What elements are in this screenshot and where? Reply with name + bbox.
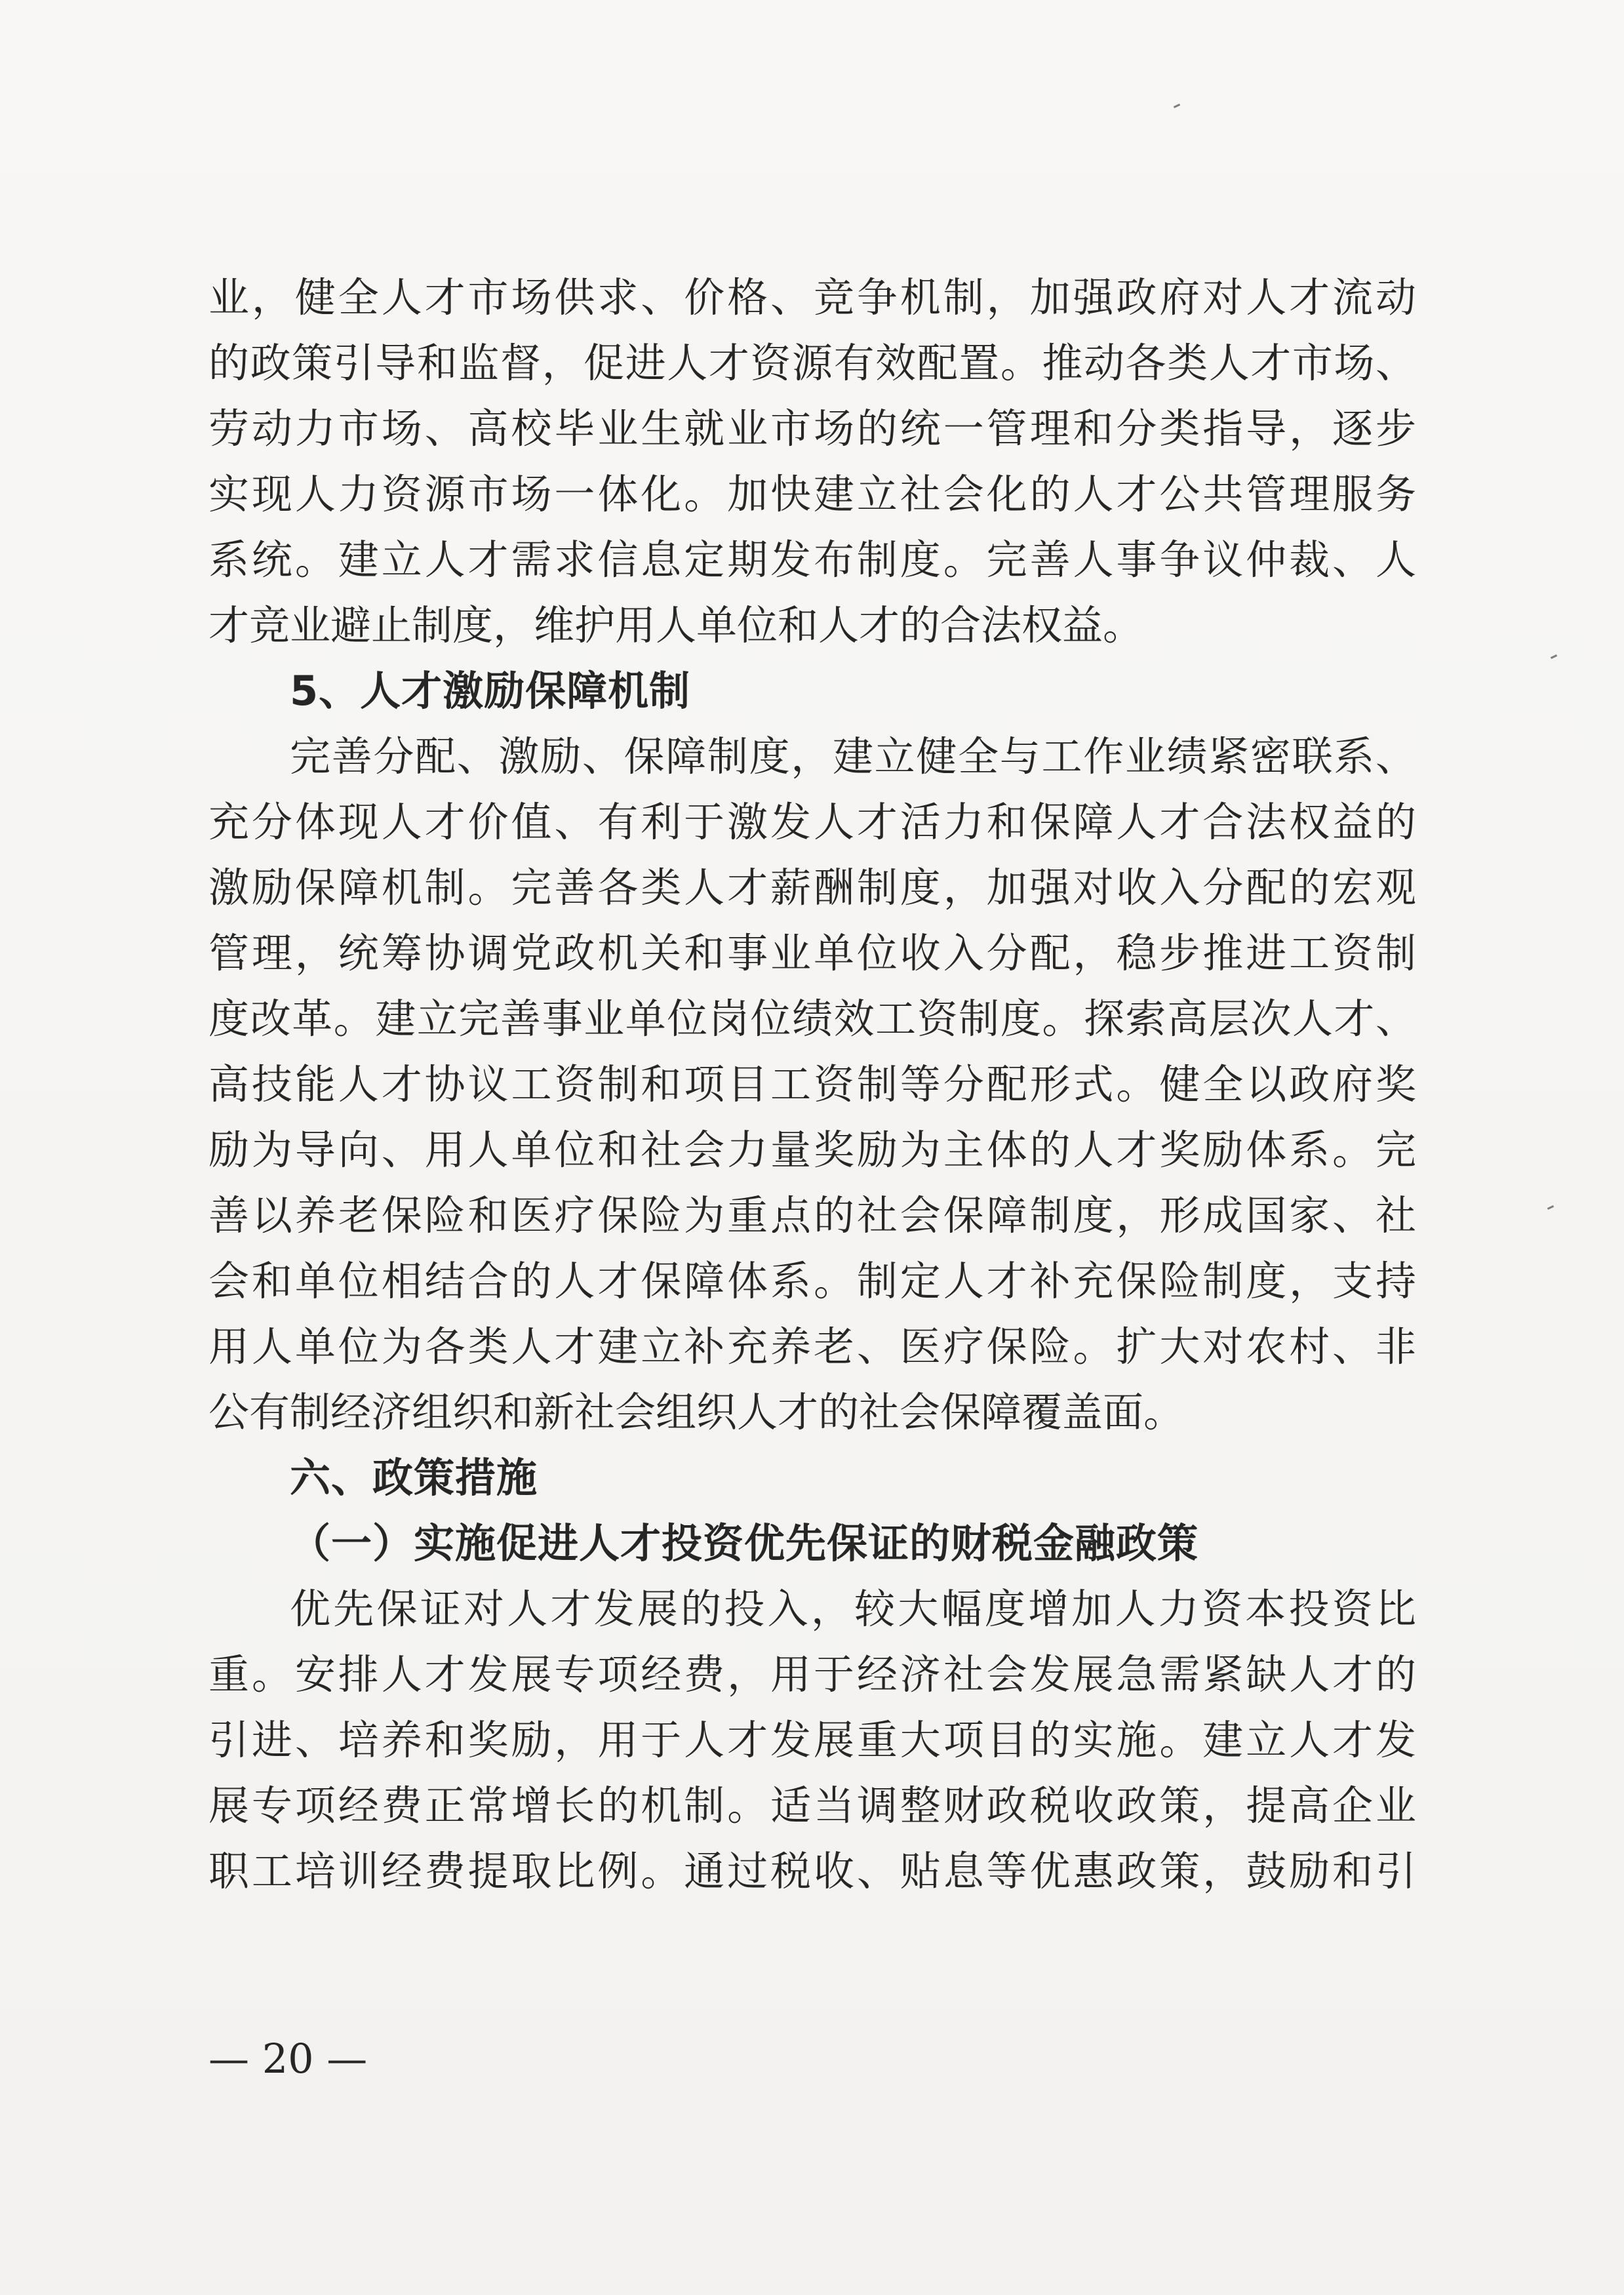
paragraph-line: 用人单位为各类人才建立补充养老、医疗保险。扩大对农村、非 (208, 1323, 1416, 1370)
paragraph-line: 劳动力市场、高校毕业生就业市场的统一管理和分类指导，逐步 (208, 405, 1416, 452)
paragraph-line: 职工培训经费提取比例。通过税收、贴息等优惠政策，鼓励和引 (208, 1847, 1416, 1895)
scan-speck (1551, 654, 1557, 659)
paragraph-line: 展专项经费正常增长的机制。适当调整财政税收政策，提高企业 (208, 1782, 1416, 1829)
paragraph-line: 引进、培养和奖励，用于人才发展重大项目的实施。建立人才发 (208, 1716, 1416, 1764)
paragraph-line: 善以养老保险和医疗保险为重点的社会保障制度，形成国家、社 (208, 1191, 1416, 1239)
paragraph-line: 实现人力资源市场一体化。加快建立社会化的人才公共管理服务 (208, 470, 1416, 518)
paragraph-line: 高技能人才协议工资制和项目工资制等分配形式。健全以政府奖 (208, 1060, 1416, 1108)
section-heading: 5、人才激励保障机制 (290, 667, 691, 715)
scan-speck (1547, 1205, 1554, 1210)
paragraph-line: 会和单位相结合的人才保障体系。制定人才补充保险制度，支持 (208, 1257, 1416, 1305)
paragraph-line: 充分体现人才价值、有利于激发人才活力和保障人才合法权益的 (208, 798, 1416, 846)
paragraph-line: 激励保障机制。完善各类人才薪酬制度，加强对收入分配的宏观 (208, 864, 1416, 911)
paragraph-line: 优先保证对人才发展的投入，较大幅度增加人力资本投资比 (290, 1585, 1416, 1633)
paragraph-line: 励为导向、用人单位和社会力量奖励为主体的人才奖励体系。完 (208, 1126, 1416, 1174)
paragraph-line: 的政策引导和监督，促进人才资源有效配置。推动各类人才市场、 (208, 339, 1416, 387)
scan-speck (1174, 104, 1180, 108)
paragraph-line: 管理，统筹协调党政机关和事业单位收入分配，稳步推进工资制 (208, 929, 1416, 977)
paragraph-line: 公有制经济组织和新社会组织人才的社会保障覆盖面。 (208, 1388, 1185, 1436)
paragraph-line: 重。安排人才发展专项经费，用于经济社会发展急需紧缺人才的 (208, 1650, 1416, 1698)
paragraph-line: 系统。建立人才需求信息定期发布制度。完善人事争议仲裁、人 (208, 536, 1416, 584)
subsection-heading: （一）实施促进人才投资优先保证的财税金融政策 (290, 1519, 1199, 1567)
chapter-heading: 六、政策措施 (290, 1454, 538, 1502)
page-number: — 20 — (208, 2035, 368, 2083)
paragraph-line: 完善分配、激励、保障制度，建立健全与工作业绩紧密联系、 (290, 732, 1416, 780)
paragraph-line: 度改革。建立完善事业单位岗位绩效工资制度。探索高层次人才、 (208, 995, 1416, 1043)
paragraph-line: 业，健全人才市场供求、价格、竞争机制，加强政府对人才流动 (208, 273, 1416, 321)
paragraph-line: 才竞业避止制度，维护用人单位和人才的合法权益。 (208, 601, 1144, 649)
